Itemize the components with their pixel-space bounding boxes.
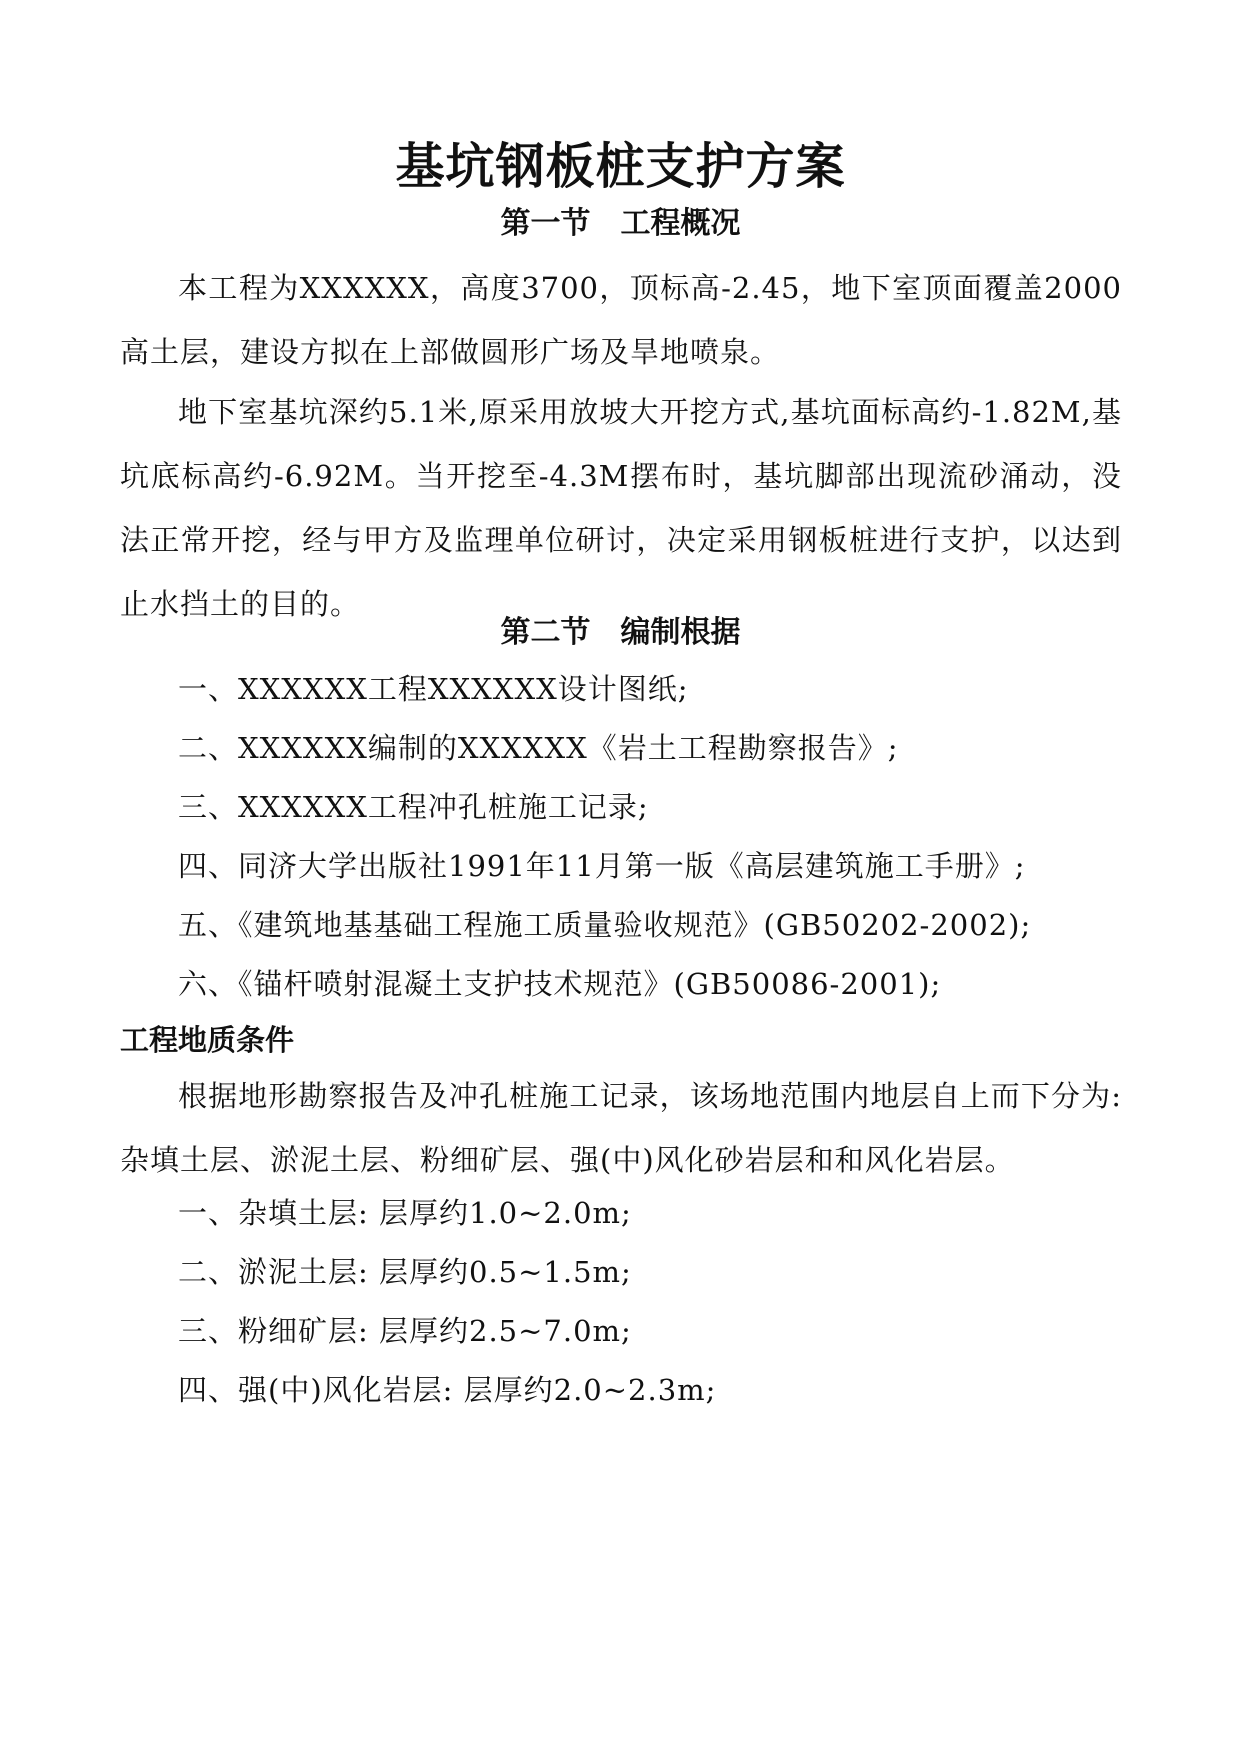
- stratum-item-1: 一、杂填土层: 层厚约1.0~2.0m;: [178, 1196, 632, 1230]
- stratum-item-3: 三、粉细矿层: 层厚约2.5~7.0m;: [178, 1314, 632, 1348]
- basis-item-6: 六、《锚杆喷射混凝土支护技术规范》(GB50086-2001);: [178, 967, 942, 1001]
- basis-item-5: 五、《建筑地基基础工程施工质量验收规范》(GB50202-2002);: [178, 908, 1032, 942]
- section-2-number: 第二节: [500, 615, 591, 650]
- section-1-heading: [0, 203, 1241, 245]
- geology-heading: 工程地质条件: [120, 1023, 295, 1057]
- basis-item-3: 三、XXXXXX工程冲孔桩施工记录;: [178, 790, 649, 824]
- document-title: 基坑钢板桩支护方案: [395, 138, 846, 195]
- geology-paragraph: 根据地形勘察报告及冲孔桩施工记录，该场地范围内地层自上而下分为: 杂填土层、淤泥土层、粉细矿层、强(中)风化砂岩层和和风化岩层。: [120, 1079, 1122, 1177]
- basis-item-2: 二、XXXXXX编制的XXXXXX《岩土工程勘察报告》;: [178, 731, 899, 765]
- section-2-heading: [0, 612, 1241, 654]
- section-1-name: 工程概况: [620, 206, 741, 241]
- section-1-paragraph-2: 地下室基坑深约5.1米,原采用放坡大开挖方式,基坑面标高约-1.82M,基坑底标高约-6.92M。当开挖至-4.3M摆布时，基坑脚部出现流砂涌动，没法正常开挖，经与甲方及监理单位研讨，决定采用钢板桩进行支护，以达到止水挡土的目的。: [120, 395, 1122, 621]
- section-1-number: 第一节: [500, 206, 591, 241]
- basis-item-1: 一、XXXXXX工程XXXXXX设计图纸;: [178, 672, 689, 706]
- basis-item-4: 四、同济大学出版社1991年11月第一版《高层建筑施工手册》;: [178, 849, 1026, 883]
- stratum-item-2: 二、淤泥土层: 层厚约0.5~1.5m;: [178, 1255, 632, 1289]
- stratum-item-4: 四、强(中)风化岩层: 层厚约2.0~2.3m;: [178, 1373, 717, 1407]
- section-2-name: 编制根据: [620, 615, 741, 650]
- section-1-paragraph-1: 本工程为XXXXXX，高度3700，顶标高-2.45，地下室顶面覆盖2000高土层，建设方拟在上部做圆形广场及旱地喷泉。: [120, 271, 1122, 369]
